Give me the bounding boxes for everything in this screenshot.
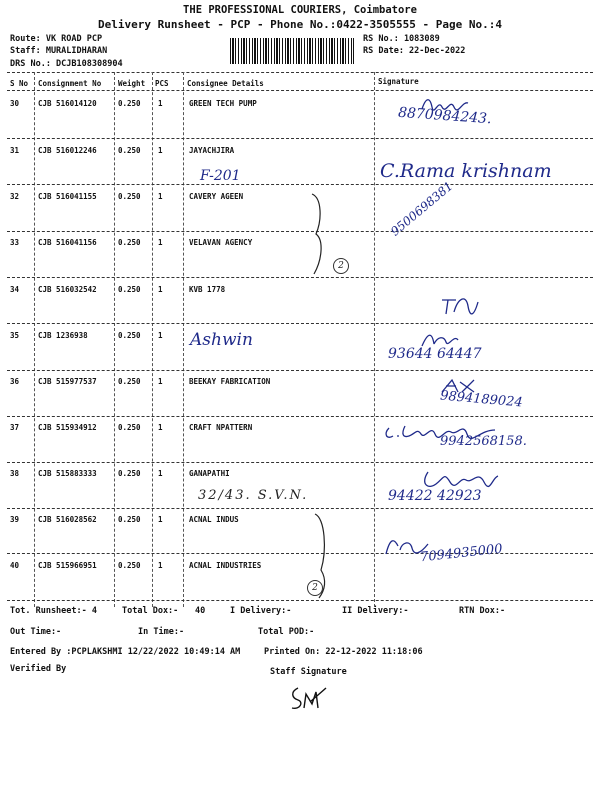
handwritten-phone: 8870984243. (397, 104, 492, 128)
col-header-sno: S No (10, 79, 29, 88)
row-weight: 0.250 (118, 331, 141, 340)
col-header-consignee: Consignee Details (187, 79, 264, 88)
row-pcs: 1 (158, 469, 163, 478)
row-sno: 35 (10, 331, 20, 340)
row-consignee: ACNAL INDUS (189, 515, 239, 524)
barcode (230, 38, 354, 64)
col-header-signature: Signature (378, 77, 419, 86)
row-consignment: CJB 515966951 (38, 561, 97, 570)
row-consignee: GANAPATHI (189, 469, 230, 478)
row-weight: 0.250 (118, 515, 141, 524)
row-consignment: CJB 516041155 (38, 192, 97, 201)
tot-runsheet: Tot. Runsheet:- 4 (10, 606, 97, 616)
row-weight: 0.250 (118, 192, 141, 201)
row-consignee: GREEN TECH PUMP (189, 99, 257, 108)
row-consignment: CJB 1236938 (38, 331, 88, 340)
bracket-mark (300, 190, 360, 280)
row-weight: 0.250 (118, 146, 141, 155)
row-sno: 39 (10, 515, 20, 524)
row-sno: 30 (10, 99, 20, 108)
ii-delivery: II Delivery:- (342, 606, 409, 616)
row-consignment: CJB 515934912 (38, 423, 97, 432)
row-consignee: BEEKAY FABRICATION (189, 377, 271, 386)
row-weight: 0.250 (118, 377, 141, 386)
staff: Staff: MURALIDHARAN (10, 46, 108, 56)
total-dox-label: Total Dox:- (122, 606, 179, 616)
row-sno: 34 (10, 285, 20, 294)
row-consignment: CJB 515883333 (38, 469, 97, 478)
row-divider (7, 553, 593, 554)
rs-number: RS No.: 1083089 (363, 34, 440, 44)
i-delivery: I Delivery:- (230, 606, 292, 616)
col-header-consignment: Consignment No (38, 79, 102, 88)
row-consignee: CRAFT NPATTERN (189, 423, 253, 432)
row-weight: 0.250 (118, 285, 141, 294)
row-weight: 0.250 (118, 423, 141, 432)
total-pod: Total POD:- (258, 627, 315, 637)
row-divider (7, 416, 593, 417)
row-consignee: CAVERY AGEEN (189, 192, 244, 201)
row-consignment: CJB 516012246 (38, 146, 97, 155)
row-pcs: 1 (158, 515, 163, 524)
row-weight: 0.250 (118, 469, 141, 478)
header-divider (7, 90, 593, 91)
row-sno: 38 (10, 469, 20, 478)
row-pcs: 1 (158, 99, 163, 108)
row-pcs: 1 (158, 331, 163, 340)
out-time: Out Time:- (10, 627, 62, 637)
table-bottom-border (7, 600, 593, 601)
row-divider (7, 462, 593, 463)
row-pcs: 1 (158, 146, 163, 155)
handwritten-note: Ashwin (190, 330, 253, 350)
handwritten-phone: 9500698381 (388, 178, 456, 239)
col-divider (183, 72, 184, 607)
rtn-dox: RTN Dox:- (459, 606, 506, 616)
row-sno: 32 (10, 192, 20, 201)
handwritten-phone: 7094935000 (419, 541, 504, 566)
runsheet-title: Delivery Runsheet - PCP - Phone No.:0422-3505555 - Page No.:4 (98, 18, 502, 31)
handwritten-phone: 94422 42923 (388, 488, 482, 504)
row-weight: 0.250 (118, 99, 141, 108)
row-sno: 37 (10, 423, 20, 432)
row-sno: 40 (10, 561, 20, 570)
col-header-pcs: PCS (155, 79, 169, 88)
circled-count: 2 (333, 258, 349, 274)
entered-by: Entered By :PCPLAKSHMI 12/22/2022 10:49:14 AM (10, 647, 241, 657)
row-consignee: ACNAL INDUSTRIES (189, 561, 262, 570)
row-divider (7, 184, 593, 185)
verified-by: Verified By (10, 664, 67, 674)
row-sno: 36 (10, 377, 20, 386)
row-pcs: 1 (158, 561, 163, 570)
col-divider (374, 72, 375, 607)
row-sno: 33 (10, 238, 20, 247)
row-consignment: CJB 516028562 (38, 515, 97, 524)
handwritten-note: F-201 (200, 168, 241, 184)
row-consignment: CJB 516032542 (38, 285, 97, 294)
handwritten-signature: C.Rama krishnam (380, 160, 552, 182)
row-consignment: CJB 516014120 (38, 99, 97, 108)
row-divider (7, 138, 593, 139)
row-consignee: VELAVAN AGENCY (189, 238, 253, 247)
rs-date: RS Date: 22-Dec-2022 (363, 46, 466, 56)
staff-signature-label: Staff Signature (270, 667, 347, 677)
row-consignment: CJB 516041156 (38, 238, 97, 247)
row-consignee: KVB 1778 (189, 285, 226, 294)
col-divider (152, 72, 153, 607)
row-consignee: JAYACHJIRA (189, 146, 235, 155)
col-divider (114, 72, 115, 607)
row-pcs: 1 (158, 423, 163, 432)
staff-signature (288, 684, 328, 714)
total-dox-value: 40 (195, 606, 206, 616)
handwritten-phone: 9942568158. (440, 434, 527, 449)
circled-count: 2 (307, 580, 323, 596)
handwritten-phone: 9894189024 (439, 388, 524, 411)
row-pcs: 1 (158, 377, 163, 386)
table-top-border (7, 72, 593, 73)
row-pcs: 1 (158, 285, 163, 294)
row-weight: 0.250 (118, 238, 141, 247)
col-divider (34, 72, 35, 607)
row-sno: 31 (10, 146, 20, 155)
drs-number: DRS No.: DCJB108308904 (10, 59, 123, 69)
row-consignment: CJB 515977537 (38, 377, 97, 386)
row-divider (7, 370, 593, 371)
row-divider (7, 323, 593, 324)
printed-on: Printed On: 22-12-2022 11:18:06 (264, 647, 423, 657)
route: Route: VK ROAD PCP (10, 34, 103, 44)
handwritten-note: 32/43. S.V.N. (198, 488, 309, 503)
in-time: In Time:- (138, 627, 185, 637)
row-weight: 0.250 (118, 561, 141, 570)
handwritten-phone: 93644 64447 (388, 346, 482, 362)
col-header-weight: Weight (118, 79, 146, 88)
company-name: THE PROFESSIONAL COURIERS, Coimbatore (183, 4, 417, 16)
row-pcs: 1 (158, 192, 163, 201)
row-pcs: 1 (158, 238, 163, 247)
row-divider (7, 508, 593, 509)
scribble-signature (440, 290, 480, 320)
